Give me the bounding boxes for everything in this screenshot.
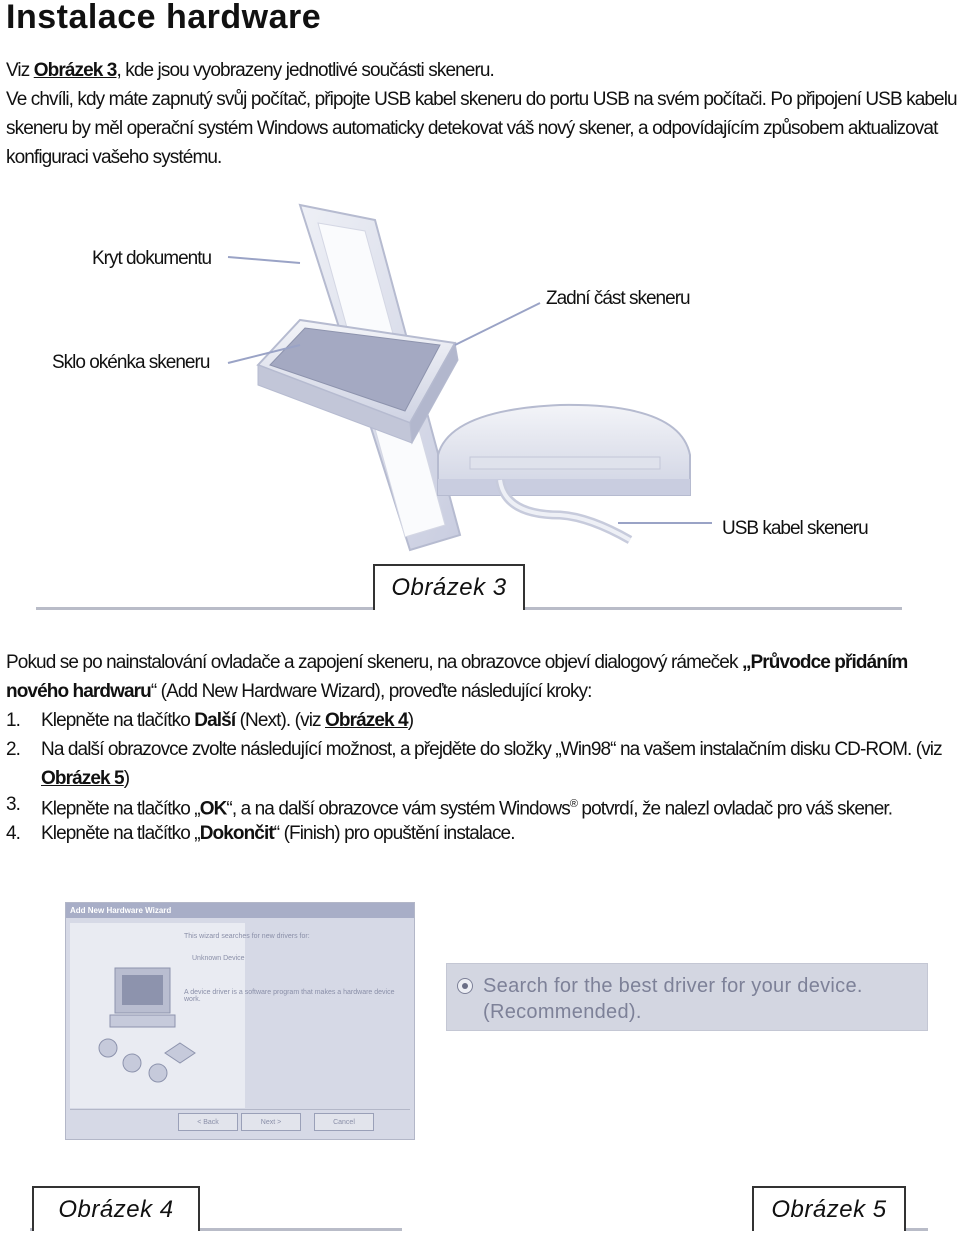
wizard-cancel-button[interactable]: Cancel [314, 1113, 374, 1131]
wizard-paragraph-post: “ (Add New Hardware Wizard), proveďte následující kroky: [150, 681, 592, 702]
add-hardware-wizard-screenshot [65, 902, 415, 1140]
wizard-line-3: A device driver is a software program that makes a hardware device work. [184, 989, 395, 1003]
step-text: Na další obrazovce zvolte následující možnost, a přejděte do složky „Win98“ na vašem instalačním disku CD-ROM. (viz [41, 739, 942, 760]
step-number: 3. [6, 794, 21, 815]
radio-selected-icon[interactable] [457, 978, 473, 994]
label-document-cover: Kryt dokumentu [92, 248, 212, 269]
wizard-paragraph [6, 648, 958, 706]
wizard-back-button[interactable]: < Back [178, 1113, 238, 1131]
search-option-screenshot [446, 963, 928, 1031]
wizard-divider [70, 1109, 410, 1110]
wizard-next-button[interactable]: Next > [241, 1113, 301, 1131]
label-scanner-glass: Sklo okénka skeneru [52, 352, 210, 373]
figure-5-caption [752, 1186, 906, 1231]
figure-4-link[interactable]: Obrázek 4 [325, 710, 408, 731]
figure-5-caption-text: Obrázek 5 [771, 1195, 887, 1223]
search-option-label [483, 973, 863, 1025]
wizard-name-bold: „Průvodce přidáním nového hardwaru [6, 652, 908, 702]
next-button-name: Další [194, 710, 236, 731]
page-title: Instalace hardware [6, 0, 322, 36]
intro-text: Viz [6, 60, 34, 81]
figure-3-link[interactable]: Obrázek 3 [33, 60, 117, 81]
step-text: Klepněte na tlačítko [41, 710, 195, 731]
wizard-line-1: This wizard searches for new drivers for: [184, 933, 310, 940]
figure-3-caption-text: Obrázek 3 [391, 574, 507, 601]
step-number: 2. [6, 739, 21, 760]
step-text-mid: (Next). (viz [235, 710, 325, 731]
step-text: Klepněte na tlačítko „ [41, 823, 200, 844]
finish-button-name: Dokončit [199, 823, 274, 844]
step-number: 1. [6, 710, 21, 731]
figure-5-link[interactable]: Obrázek 5 [41, 768, 124, 789]
computer-icon [70, 923, 245, 1108]
step-text: Klepněte na tlačítko „ [41, 798, 200, 820]
figure-3-caption [373, 564, 525, 610]
intro-text-post: , kde jsou vyobrazeny jednotlivé součásti skeneru. [116, 60, 494, 81]
wizard-line-2: Unknown Device [192, 955, 245, 962]
figure-4-caption-text: Obrázek 4 [58, 1195, 174, 1223]
label-scanner-back: Zadní část skeneru [546, 288, 690, 309]
figure-4-caption [32, 1186, 200, 1231]
label-usb-cable: USB kabel skeneru [722, 518, 868, 539]
ok-button-name: OK [199, 798, 227, 820]
step-number: 4. [6, 823, 21, 844]
search-option-line-2: (Recommended). [483, 1001, 642, 1023]
step-text-post: ) [123, 768, 130, 789]
registered-mark: ® [569, 798, 578, 810]
step-text-mid: “, a na další obrazovce vám systém Windows [226, 798, 570, 820]
step-text-post: potvrdí, že nalezl ovladač pro váš skener. [577, 798, 893, 820]
search-option-line-1: Search for the best driver for your device. [483, 975, 863, 997]
step-text-post: “ (Finish) pro opuštění instalace. [273, 823, 515, 844]
wizard-paragraph-text: Pokud se po nainstalování ovladače a zapojení skeneru, na obrazovce objeví dialogový rámeček [6, 652, 742, 673]
intro-line-1 [6, 56, 958, 85]
intro-paragraph: Ve chvíli, kdy máte zapnutý svůj počítač, připojte USB kabel skeneru do portu USB na svém počítači. Po připojení USB kabelu skeneru by měl operační systém Windows automaticky detekovat váš nový skener, a odpovídajícím způsobem aktualizovat konfiguraci vašeho systému. [6, 89, 957, 168]
wizard-title-bar: Add New Hardware Wizard [66, 903, 414, 918]
step-text-post: ) [407, 710, 414, 731]
wizard-graphic-pane [70, 923, 245, 1108]
